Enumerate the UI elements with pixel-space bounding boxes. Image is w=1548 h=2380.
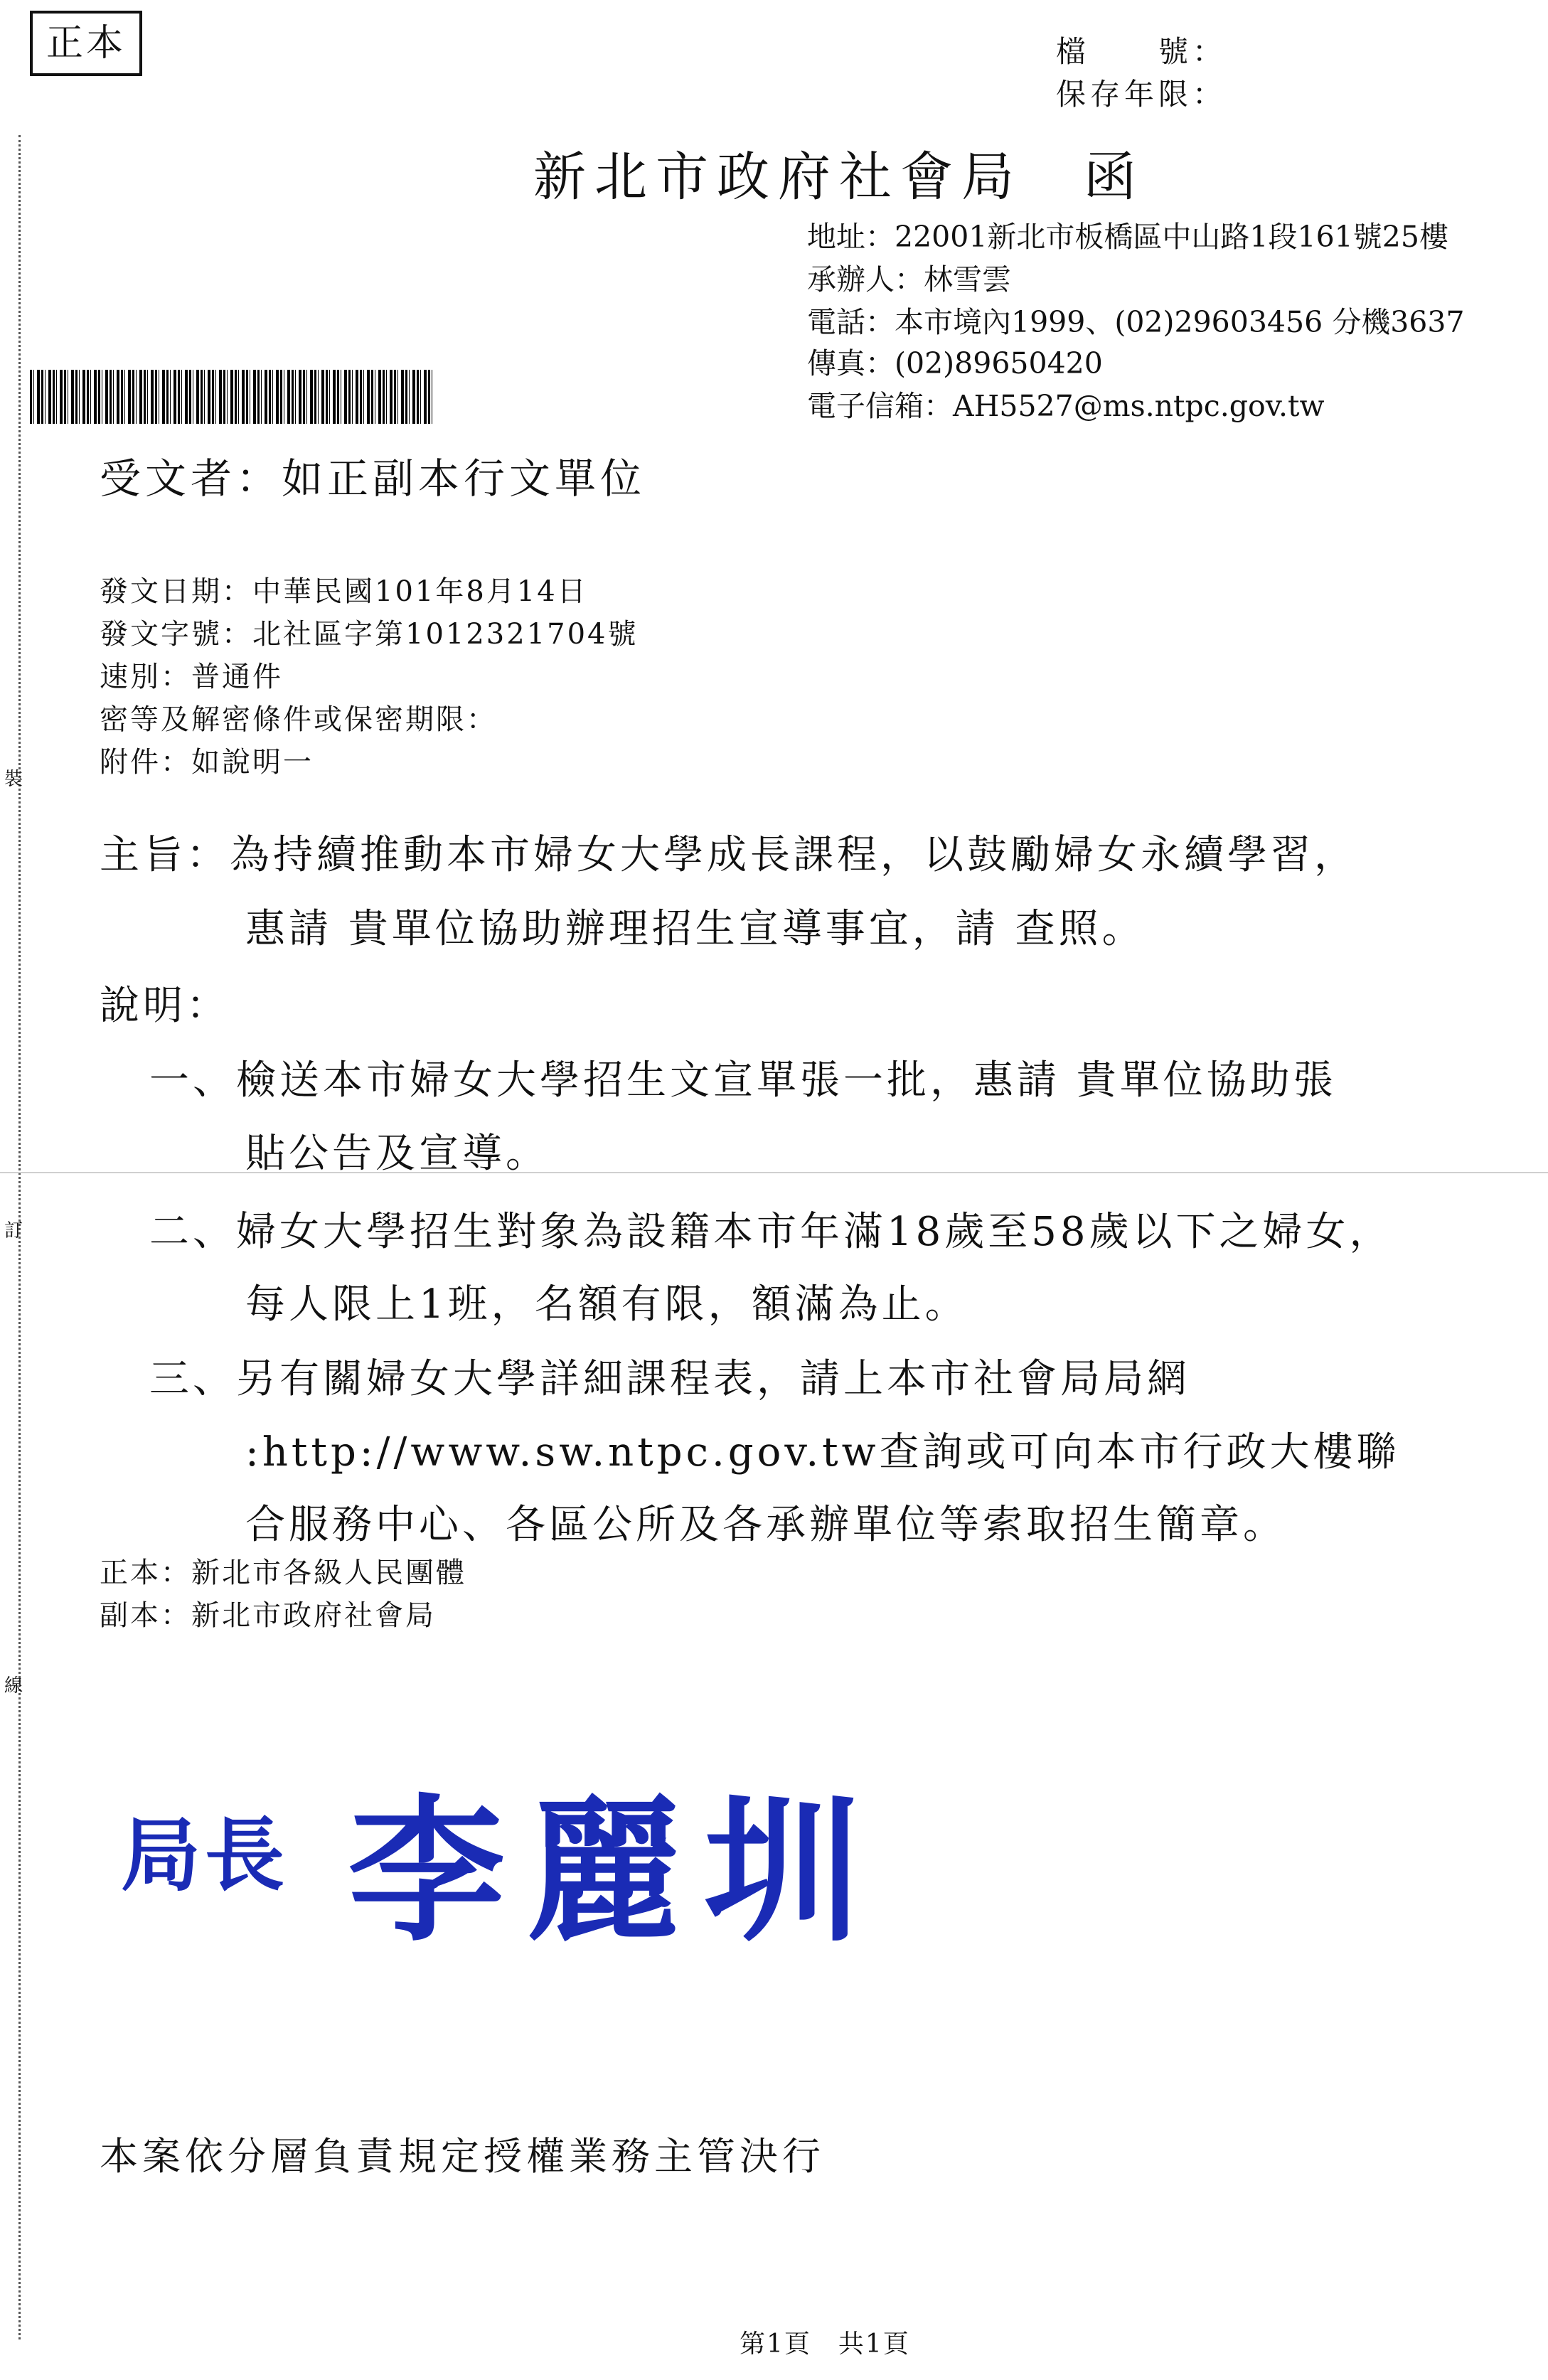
delivery-speed: 速別：普通件 — [100, 661, 283, 693]
item-3-line-3: 合服務中心、各區公所及各承辦單位等索取招生簡章。 — [245, 1502, 1286, 1548]
document-number: 發文字號：北社區字第1012321704號 — [100, 618, 639, 651]
contact-phone: 電話：本市境內1999、(02)29603456 分機3637 — [807, 305, 1465, 339]
binding-mark-xian: 線 — [4, 1675, 23, 1697]
original-copy-mark: 正本 — [30, 11, 142, 76]
item-3-line-1: 三、另有關婦女大學詳細課程表，請上本市社會局局網 — [149, 1356, 1190, 1402]
document-title: 新北市政府社會局 函 — [533, 146, 1145, 208]
recipient: 受文者：如正副本行文單位 — [100, 454, 646, 503]
explanation-label: 說明： — [100, 983, 230, 1029]
authorization-note: 本案依分層負責規定授權業務主管決行 — [100, 2134, 825, 2179]
item-1-line-1: 一、檢送本市婦女大學招生文宣單張一批，惠請 貴單位協助張 — [149, 1057, 1337, 1104]
item-2-line-1: 二、婦女大學招生對象為設籍本市年滿18歲至58歲以下之婦女， — [149, 1209, 1393, 1255]
item-2-line-2: 每人限上1班，名額有限，額滿為止。 — [245, 1281, 968, 1328]
subject-line-1: 主旨：為持續推動本市婦女大學成長課程，以鼓勵婦女永續學習， — [100, 832, 1357, 878]
signature-name-stamp: 李麗圳 — [348, 1778, 882, 1963]
issue-date: 發文日期：中華民國101年8月14日 — [100, 575, 588, 608]
contact-fax: 傳真：(02)89650420 — [807, 346, 1103, 380]
retention-label: 保存年限： — [1056, 77, 1227, 112]
secrecy-level: 密等及解密條件或保密期限： — [100, 703, 497, 736]
signature-title-stamp: 局長 — [121, 1809, 289, 1902]
distribution-original: 正本：新北市各級人民團體 — [100, 1557, 466, 1589]
item-1-line-2: 貼公告及宣導。 — [245, 1131, 549, 1177]
barcode — [30, 370, 434, 424]
item-3-line-2: :http://www.sw.ntpc.gov.tw查詢或可向本市行政大樓聯 — [245, 1429, 1400, 1476]
distribution-copy: 副本：新北市政府社會局 — [100, 1599, 436, 1632]
contact-email: 電子信箱：AH5527@ms.ntpc.gov.tw — [807, 389, 1325, 423]
fold-crease — [0, 1172, 1548, 1173]
contact-handler: 承辦人：林雪雲 — [807, 262, 1011, 297]
attachment: 附件：如說明一 — [100, 746, 314, 779]
page-number: 第1頁 共1頁 — [740, 2330, 910, 2359]
binding-mark-ding: 訂 — [4, 1220, 23, 1242]
binding-mark-zhuang: 裝 — [4, 769, 23, 790]
file-number-label: 檔 號： — [1056, 34, 1227, 69]
subject-line-2: 惠請 貴單位協助辦理招生宣導事宜，請 查照。 — [245, 906, 1146, 952]
contact-address: 地址：22001新北市板橋區中山路1段161號25樓 — [807, 220, 1448, 254]
